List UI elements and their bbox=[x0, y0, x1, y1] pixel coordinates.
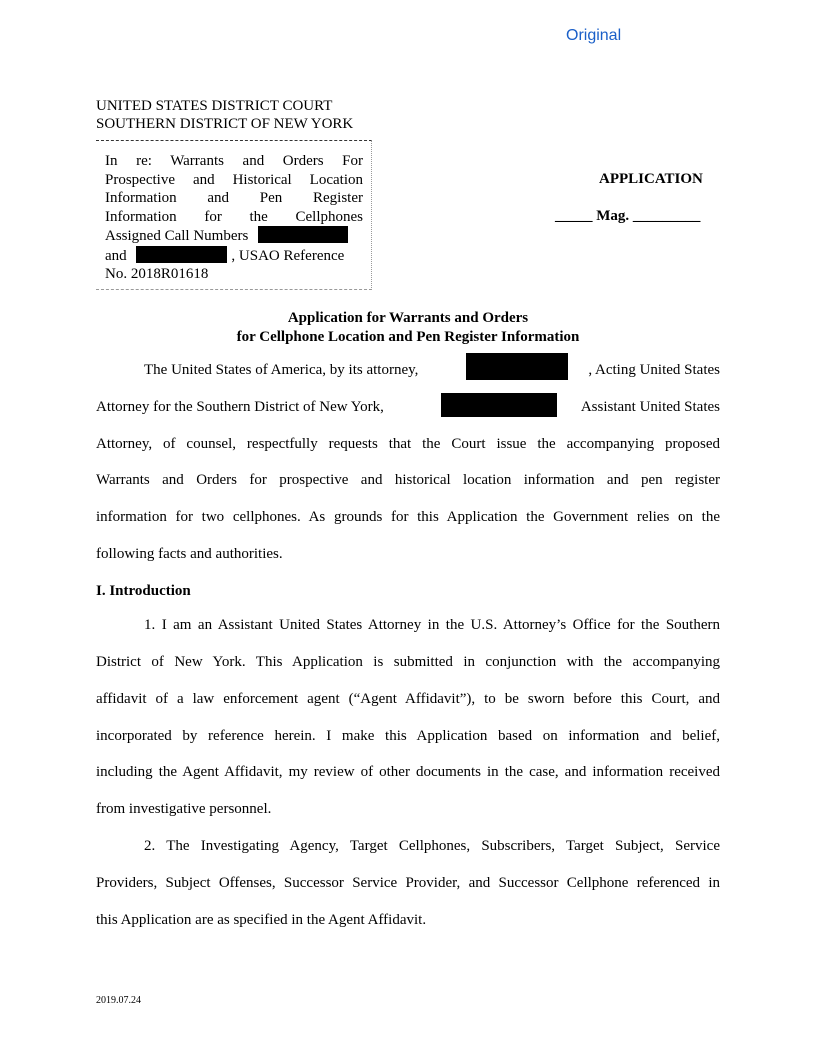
caption-line: In re: Warrants and Orders For bbox=[105, 153, 363, 169]
paragraph-line: affidavit of a law enforcement agent (“Agent Affidavit”), to be sworn before this Court, and bbox=[96, 691, 720, 707]
paragraph-line: District of New York. This Application is submitted in conjunction with the accompanying bbox=[96, 654, 720, 670]
footer-date: 2019.07.24 bbox=[96, 995, 141, 1006]
original-stamp: Original bbox=[566, 27, 622, 44]
paragraph-line: information for two cellphones. As grounds for this Application the Government relies on the bbox=[96, 509, 720, 525]
document-title bbox=[96, 309, 720, 347]
case-caption bbox=[105, 152, 363, 284]
caption-line-text: , USAO Reference bbox=[231, 247, 345, 264]
title-line-2: for Cellphone Location and Pen Register Information bbox=[236, 329, 580, 345]
court-name bbox=[96, 97, 353, 133]
redaction-block bbox=[258, 226, 348, 243]
text-run: , Acting United States bbox=[588, 362, 720, 378]
caption-line-text: and bbox=[105, 247, 127, 264]
paragraph-line: including the Agent Affidavit, my review of other documents in the case, and information received bbox=[96, 764, 720, 780]
paragraph-line bbox=[144, 362, 418, 379]
paragraph-line: Attorney, of counsel, respectfully requests that the Court issue the accompanying proposed bbox=[96, 436, 720, 452]
court-line-1: UNITED STATES DISTRICT COURT bbox=[96, 98, 333, 114]
paragraph-line: from investigative personnel. bbox=[96, 801, 272, 817]
paragraph-line: 1. I am an Assistant United States Attorney in the U.S. Attorney’s Office for the Southern bbox=[144, 617, 720, 633]
redaction-block bbox=[136, 246, 227, 263]
text-run: Assistant United States bbox=[580, 399, 720, 415]
caption-line bbox=[105, 246, 363, 266]
application-label: APPLICATION bbox=[599, 171, 703, 187]
paragraph-line: 2. The Investigating Agency, Target Cellphones, Subscribers, Target Subject, Service bbox=[144, 838, 720, 854]
paragraph-line: following facts and authorities. bbox=[96, 546, 283, 562]
redaction-block bbox=[441, 393, 557, 417]
section-heading: I. Introduction bbox=[96, 583, 191, 599]
paragraph-line: this Application are as specified in the Agent Affidavit. bbox=[96, 912, 427, 928]
paragraph-line: incorporated by reference herein. I make this Application based on information and belief, bbox=[96, 728, 720, 744]
caption-line: Information and Pen Register bbox=[105, 190, 363, 206]
paragraph-line: Warrants and Orders for prospective and historical location information and pen register bbox=[96, 472, 720, 488]
caption-line bbox=[105, 226, 363, 246]
caption-line-text: Assigned Call Numbers bbox=[105, 228, 249, 244]
paragraph-line bbox=[568, 362, 720, 379]
court-line-2: SOUTHERN DISTRICT OF NEW YORK bbox=[96, 116, 354, 132]
paragraph-line bbox=[560, 399, 720, 416]
caption-line: Information for the Cellphones bbox=[105, 208, 363, 225]
paragraph-line: Providers, Subject Offenses, Successor Service Provider, and Successor Cellphone referenced in bbox=[96, 875, 720, 891]
redaction-block bbox=[466, 353, 568, 380]
text-run: The United States of America, by its attorney, bbox=[144, 362, 419, 378]
title-line-1: Application for Warrants and Orders bbox=[287, 310, 529, 326]
paragraph-line bbox=[96, 399, 384, 416]
caption-line: No. 2018R01618 bbox=[105, 266, 209, 282]
caption-line: Prospective and Historical Location bbox=[105, 171, 363, 188]
text-run: Attorney for the Southern District of New York, bbox=[96, 399, 384, 415]
magistrate-number: _____ Mag. _________ bbox=[555, 208, 701, 224]
